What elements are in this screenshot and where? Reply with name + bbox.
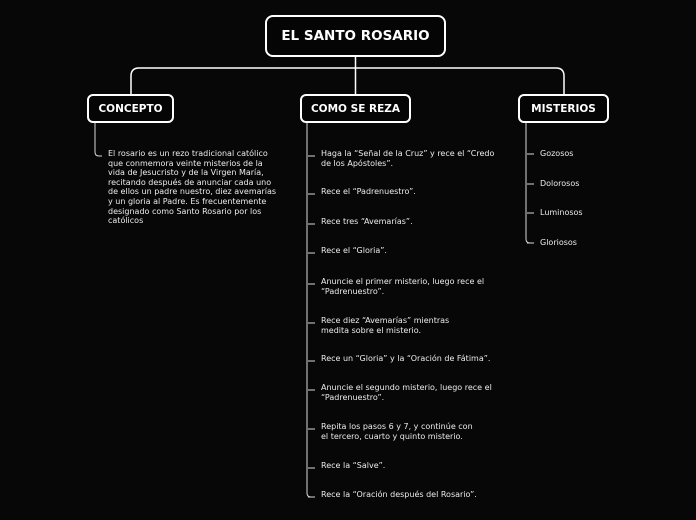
connector-concepto	[95, 123, 102, 156]
step-line: Repita los pasos 6 y 7, y continúe con	[321, 422, 473, 431]
concepto-line: de ellos un padre nuestro, diez avemarías	[108, 187, 277, 197]
step-line: Rece tres “Avemarías”.	[321, 217, 413, 226]
branch-concepto-title: CONCEPTO	[98, 102, 163, 115]
connector-misterios-spine	[526, 123, 534, 243]
step-line: Anuncie el segundo misterio, luego rece el	[321, 383, 492, 392]
step-line: Anuncie el primer misterio, luego rece el	[321, 277, 485, 286]
mystery-item: Dolorosos	[540, 179, 580, 188]
concepto-line: vida de Jesucristo y de la Virgen María,	[108, 168, 264, 178]
step-item	[321, 490, 477, 500]
branch-concepto[interactable]	[87, 94, 174, 123]
branch-como-se-reza-title: COMO SE REZA	[310, 102, 401, 115]
step-line: “Padrenuestro”.	[321, 392, 385, 402]
step-item	[321, 246, 387, 256]
concepto-line: recitando después de anunciar cada uno	[108, 177, 272, 187]
step-line: “Padrenuestro”.	[321, 286, 385, 296]
step-item	[321, 149, 494, 168]
connector-root-bus	[131, 68, 564, 94]
step-line: medita sobre el misterio.	[321, 325, 422, 335]
connector-reza-spine	[307, 123, 315, 497]
step-line: Rece un “Gloria” y la “Oración de Fátima”.	[321, 354, 491, 363]
concepto-line: católicos	[108, 216, 144, 226]
concepto-line: y un gloria al Padre. Es frecuentemente	[108, 196, 267, 206]
step-item	[321, 187, 416, 197]
step-line: Rece la “Salve”.	[321, 461, 386, 470]
step-line: Rece diez “Avemarías” mientras	[321, 316, 450, 325]
branch-misterios-title: MISTERIOS	[531, 102, 596, 115]
step-item	[321, 354, 490, 364]
branch-misterios[interactable]	[518, 94, 609, 123]
root-title: EL SANTO ROSARIO	[281, 28, 430, 44]
step-item	[321, 461, 385, 471]
step-item	[321, 383, 492, 402]
step-line: Rece el “Gloria”.	[321, 246, 387, 255]
step-line: Rece la “Oración después del Rosario”.	[321, 490, 477, 499]
step-item	[321, 422, 473, 441]
concepto-line: El rosario es un rezo tradicional católico	[108, 149, 268, 158]
step-line: Haga la “Señal de la Cruz” y rece el “Credo	[321, 149, 495, 158]
branch-como-se-reza[interactable]	[300, 94, 411, 123]
mystery-item: Luminosos	[540, 208, 583, 217]
step-item	[321, 316, 449, 335]
concepto-description	[108, 149, 276, 226]
step-item	[321, 217, 413, 227]
concepto-line: designado como Santo Rosario por los	[108, 206, 262, 216]
concepto-line: que conmemora veinte misterios de la	[108, 158, 263, 168]
root-node[interactable]	[265, 15, 446, 57]
step-line: de los Apóstoles”.	[321, 158, 394, 168]
mystery-item: Gozosos	[540, 149, 574, 158]
mystery-item: Gloriosos	[540, 238, 577, 247]
step-line: el tercero, cuarto y quinto misterio.	[321, 431, 463, 441]
step-line: Rece el “Padrenuestro”.	[321, 187, 416, 196]
step-item	[321, 277, 484, 296]
